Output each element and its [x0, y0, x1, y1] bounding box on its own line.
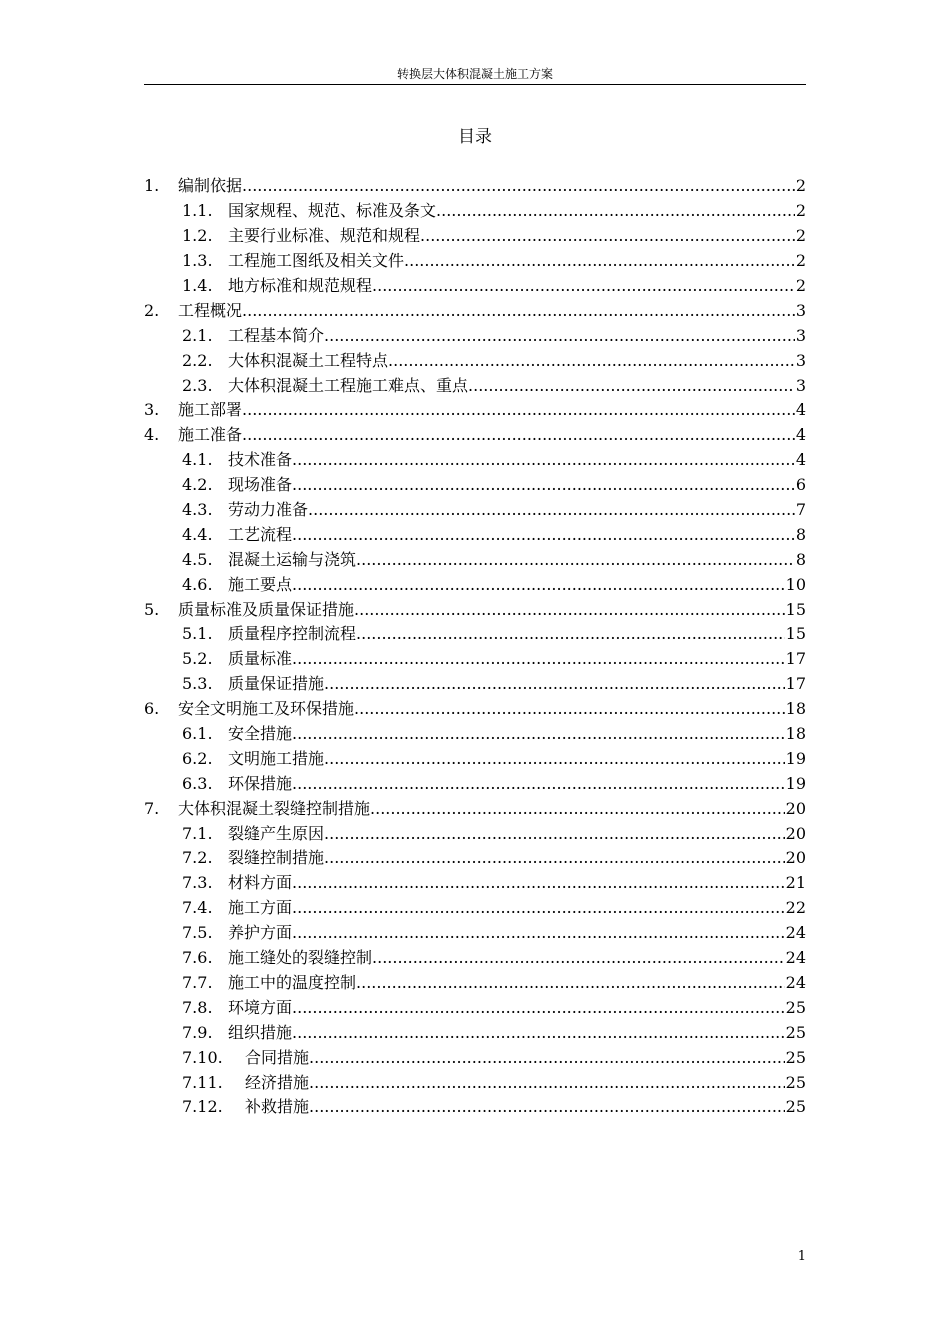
- toc-dot-leader: [354, 699, 785, 719]
- toc-entry-label: 现场准备: [228, 475, 293, 495]
- toc-subsection-entry[interactable]: [144, 946, 806, 971]
- toc-entry-page: 7: [795, 500, 806, 520]
- toc-entry-page: 3: [795, 325, 806, 345]
- toc-entry-label: 混凝土运输与浇筑: [228, 549, 357, 569]
- toc-entry-number: 7.10.: [182, 1047, 223, 1067]
- toc-entry-page: 24: [785, 972, 806, 992]
- toc-entry-page: 20: [785, 823, 806, 843]
- toc-entry-page: 25: [785, 1097, 806, 1117]
- toc-entry-page: 25: [785, 1047, 806, 1067]
- toc-section-entry[interactable]: [144, 174, 806, 199]
- toc-entry-page: 3: [795, 375, 806, 395]
- toc-dot-leader: [420, 226, 795, 246]
- toc-entry-page: 3: [795, 300, 806, 320]
- toc-dot-leader: [292, 998, 785, 1018]
- toc-entry-number: 4.5.: [182, 549, 213, 569]
- toc-entry-number: 6.: [144, 699, 160, 719]
- toc-entry-page: 15: [785, 624, 806, 644]
- toc-subsection-entry[interactable]: [144, 547, 806, 572]
- toc-entry-number: 6.3.: [182, 773, 213, 793]
- toc-subsection-entry[interactable]: [144, 871, 806, 896]
- toc-subsection-entry[interactable]: [144, 1070, 806, 1095]
- toc-entry-page: 25: [785, 1072, 806, 1092]
- toc-subsection-entry[interactable]: [144, 647, 806, 672]
- toc-entry-number: 7.5.: [182, 923, 213, 943]
- toc-entry-number: 2.: [144, 300, 160, 320]
- toc-entry-label: 养护方面: [228, 923, 293, 943]
- toc-entry-number: 4.3.: [182, 500, 213, 520]
- toc-entry-page: 3: [795, 350, 806, 370]
- toc-dot-leader: [242, 301, 795, 321]
- toc-entry-number: 7.11.: [182, 1072, 223, 1092]
- toc-entry-label: 质量标准及质量保证措施: [178, 599, 355, 619]
- toc-subsection-entry[interactable]: [144, 199, 806, 224]
- toc-entry-number: 7.12.: [182, 1097, 223, 1117]
- toc-entry-number: 7.8.: [182, 997, 213, 1017]
- toc-entry-number: 6.1.: [182, 724, 213, 744]
- toc-subsection-entry[interactable]: [144, 971, 806, 996]
- toc-dot-leader: [372, 948, 785, 968]
- toc-subsection-entry[interactable]: [144, 473, 806, 498]
- toc-subsection-entry[interactable]: [144, 1020, 806, 1045]
- toc-entry-number: 4.6.: [182, 574, 213, 594]
- toc-entry-number: 5.: [144, 599, 160, 619]
- toc-entry-number: 1.2.: [182, 226, 213, 246]
- toc-subsection-entry[interactable]: [144, 1095, 806, 1120]
- toc-entry-number: 7.1.: [182, 823, 213, 843]
- toc-entry-page: 17: [785, 674, 806, 694]
- toc-subsection-entry[interactable]: [144, 498, 806, 523]
- toc-entry-page: 2: [795, 251, 806, 271]
- toc-entry-label: 施工准备: [178, 425, 243, 445]
- toc-dot-leader: [324, 749, 785, 769]
- toc-entry-label: 大体积混凝土工程施工难点、重点: [228, 375, 469, 395]
- toc-entry-number: 1.1.: [182, 201, 213, 221]
- toc-entry-label: 编制依据: [178, 176, 243, 196]
- toc-entry-label: 裂缝产生原因: [228, 823, 325, 843]
- toc-section-entry[interactable]: [144, 796, 806, 821]
- toc-entry-label: 裂缝控制措施: [228, 848, 325, 868]
- toc-section-entry[interactable]: [144, 398, 806, 423]
- toc-subsection-entry[interactable]: [144, 746, 806, 771]
- toc-entry-number: 1.: [144, 176, 160, 196]
- toc-entry-page: 19: [785, 748, 806, 768]
- toc-entry-page: 2: [795, 176, 806, 196]
- toc-dot-leader: [372, 276, 795, 296]
- toc-entry-label: 质量保证措施: [228, 674, 325, 694]
- toc-entry-number: 4.1.: [182, 450, 213, 470]
- toc-dot-leader: [324, 674, 785, 694]
- toc-entry-label: 文明施工措施: [228, 748, 325, 768]
- toc-entry-label: 大体积混凝土工程特点: [228, 350, 389, 370]
- toc-dot-leader: [292, 774, 785, 794]
- toc-entry-label: 工程基本简介: [228, 325, 325, 345]
- toc-entry-page: 18: [785, 724, 806, 744]
- toc-subsection-entry[interactable]: [144, 672, 806, 697]
- toc-entry-page: 4: [795, 425, 806, 445]
- toc-entry-number: 1.4.: [182, 276, 213, 295]
- toc-entry-label: 地方标准和规范规程: [228, 276, 373, 295]
- toc-entry-number: 7.7.: [182, 972, 213, 992]
- toc-title: 目录: [458, 127, 492, 147]
- toc-entry-label: 环境方面: [228, 997, 293, 1017]
- toc-subsection-entry[interactable]: [144, 348, 806, 373]
- toc-subsection-entry[interactable]: [144, 622, 806, 647]
- toc-entry-page: 21: [785, 873, 806, 893]
- table-of-contents: [144, 174, 806, 1120]
- toc-subsection-entry[interactable]: [144, 373, 806, 398]
- toc-dot-leader: [356, 624, 785, 644]
- toc-entry-label: 技术准备: [228, 450, 293, 470]
- toc-dot-leader: [292, 724, 785, 744]
- toc-subsection-entry[interactable]: [144, 921, 806, 946]
- toc-subsection-entry[interactable]: [144, 448, 806, 473]
- toc-dot-leader: [242, 176, 795, 196]
- toc-dot-leader: [436, 201, 795, 221]
- toc-dot-leader: [309, 1073, 785, 1093]
- toc-entry-label: 国家规程、规范、标准及条文: [228, 201, 437, 221]
- toc-subsection-entry[interactable]: [144, 722, 806, 747]
- toc-dot-leader: [309, 1097, 785, 1117]
- toc-subsection-entry[interactable]: [144, 522, 806, 547]
- toc-entry-number: 7.4.: [182, 898, 213, 918]
- toc-subsection-entry[interactable]: [144, 323, 806, 348]
- toc-dot-leader: [309, 1048, 785, 1068]
- toc-dot-leader: [292, 649, 785, 669]
- toc-dot-leader: [324, 848, 785, 868]
- toc-dot-leader: [356, 550, 795, 570]
- toc-dot-leader: [356, 973, 785, 993]
- toc-dot-leader: [292, 475, 795, 495]
- toc-entry-page: 8: [795, 524, 806, 544]
- toc-entry-number: 2.3.: [182, 375, 213, 395]
- toc-entry-page: 25: [785, 1022, 806, 1042]
- toc-entry-label: 质量程序控制流程: [228, 624, 357, 644]
- toc-entry-label: 组织措施: [228, 1022, 293, 1042]
- toc-dot-leader: [324, 824, 785, 844]
- toc-dot-leader: [292, 898, 785, 918]
- toc-entry-label: 经济措施: [245, 1072, 310, 1092]
- toc-entry-page: 15: [785, 599, 806, 619]
- toc-entry-label: 工程概况: [178, 300, 243, 320]
- toc-entry-number: 4.4.: [182, 524, 213, 544]
- toc-entry-page: 18: [785, 699, 806, 719]
- toc-dot-leader: [308, 500, 795, 520]
- toc-entry-page: 20: [785, 848, 806, 868]
- toc-entry-number: 7.6.: [182, 948, 213, 968]
- toc-dot-leader: [292, 873, 785, 893]
- toc-entry-page: 2: [795, 226, 806, 246]
- toc-subsection-entry[interactable]: [144, 846, 806, 871]
- toc-dot-leader: [292, 525, 795, 545]
- toc-section-entry[interactable]: [144, 423, 806, 448]
- toc-entry-label: 安全措施: [228, 724, 293, 744]
- toc-entry-page: 2: [795, 276, 806, 295]
- toc-entry-page: 4: [795, 400, 806, 420]
- toc-dot-leader: [292, 450, 795, 470]
- toc-dot-leader: [404, 251, 795, 271]
- footer-page-number: 1: [797, 1249, 806, 1264]
- toc-entry-number: 5.2.: [182, 649, 213, 669]
- toc-dot-leader: [354, 600, 785, 620]
- toc-entry-label: 主要行业标准、规范和规程: [228, 226, 421, 246]
- toc-dot-leader: [292, 923, 785, 943]
- header-title: 转换层大体积混凝土施工方案: [396, 67, 553, 81]
- toc-entry-label: 工程施工图纸及相关文件: [228, 251, 405, 271]
- toc-subsection-entry[interactable]: [144, 249, 806, 274]
- toc-entry-label: 环保措施: [228, 773, 293, 793]
- toc-entry-label: 施工部署: [178, 400, 243, 420]
- toc-entry-page: 4: [795, 450, 806, 470]
- toc-entry-page: 22: [785, 898, 806, 918]
- toc-entry-page: 6: [795, 475, 806, 495]
- toc-entry-page: 20: [785, 798, 806, 818]
- toc-entry-label: 大体积混凝土裂缝控制措施: [178, 798, 371, 818]
- toc-entry-number: 2.1.: [182, 325, 213, 345]
- toc-entry-page: 19: [785, 773, 806, 793]
- toc-dot-leader: [388, 351, 795, 371]
- toc-entry-number: 3.: [144, 400, 160, 420]
- toc-entry-number: 7.9.: [182, 1022, 213, 1042]
- toc-entry-number: 7.3.: [182, 873, 213, 893]
- toc-subsection-entry[interactable]: [144, 572, 806, 597]
- toc-entry-label: 安全文明施工及环保措施: [178, 699, 355, 719]
- toc-entry-page: 2: [795, 201, 806, 221]
- toc-entry-number: 4.2.: [182, 475, 213, 495]
- toc-entry-label: 质量标准: [228, 649, 293, 669]
- toc-section-entry[interactable]: [144, 697, 806, 722]
- toc-entry-page: 10: [785, 574, 806, 594]
- toc-entry-label: 材料方面: [228, 873, 293, 893]
- toc-subsection-entry[interactable]: [144, 1045, 806, 1070]
- toc-entry-page: 24: [785, 948, 806, 968]
- toc-entry-number: 4.: [144, 425, 160, 445]
- toc-subsection-entry[interactable]: [144, 995, 806, 1020]
- toc-entry-page: 24: [785, 923, 806, 943]
- page-header: [144, 66, 806, 85]
- toc-entry-label: 劳动力准备: [228, 500, 309, 520]
- toc-entry-number: 7.2.: [182, 848, 213, 868]
- toc-subsection-entry[interactable]: [144, 224, 806, 249]
- toc-entry-page: 8: [795, 549, 806, 569]
- toc-entry-label: 补救措施: [245, 1097, 310, 1117]
- toc-entry-page: 17: [785, 649, 806, 669]
- toc-entry-page: 25: [785, 997, 806, 1017]
- toc-dot-leader: [242, 425, 795, 445]
- toc-dot-leader: [468, 376, 795, 396]
- toc-entry-number: 5.1.: [182, 624, 213, 644]
- toc-entry-label: 合同措施: [245, 1047, 310, 1067]
- toc-subsection-entry[interactable]: [144, 274, 806, 299]
- toc-entry-number: 7.: [144, 798, 160, 818]
- toc-entry-number: 1.3.: [182, 251, 213, 271]
- toc-entry-label: 工艺流程: [228, 524, 293, 544]
- toc-section-entry[interactable]: [144, 298, 806, 323]
- toc-entry-number: 2.2.: [182, 350, 213, 370]
- toc-entry-label: 施工缝处的裂缝控制: [228, 948, 373, 968]
- toc-entry-label: 施工中的温度控制: [228, 972, 357, 992]
- toc-entry-number: 6.2.: [182, 748, 213, 768]
- toc-entry-label: 施工方面: [228, 898, 293, 918]
- toc-entry-number: 5.3.: [182, 674, 213, 694]
- toc-subsection-entry[interactable]: [144, 821, 806, 846]
- toc-dot-leader: [292, 1023, 785, 1043]
- toc-subsection-entry[interactable]: [144, 771, 806, 796]
- toc-subsection-entry[interactable]: [144, 896, 806, 921]
- toc-dot-leader: [242, 400, 795, 420]
- toc-section-entry[interactable]: [144, 597, 806, 622]
- toc-dot-leader: [370, 799, 785, 819]
- toc-dot-leader: [292, 575, 785, 595]
- toc-entry-label: 施工要点: [228, 574, 293, 594]
- toc-dot-leader: [324, 326, 795, 346]
